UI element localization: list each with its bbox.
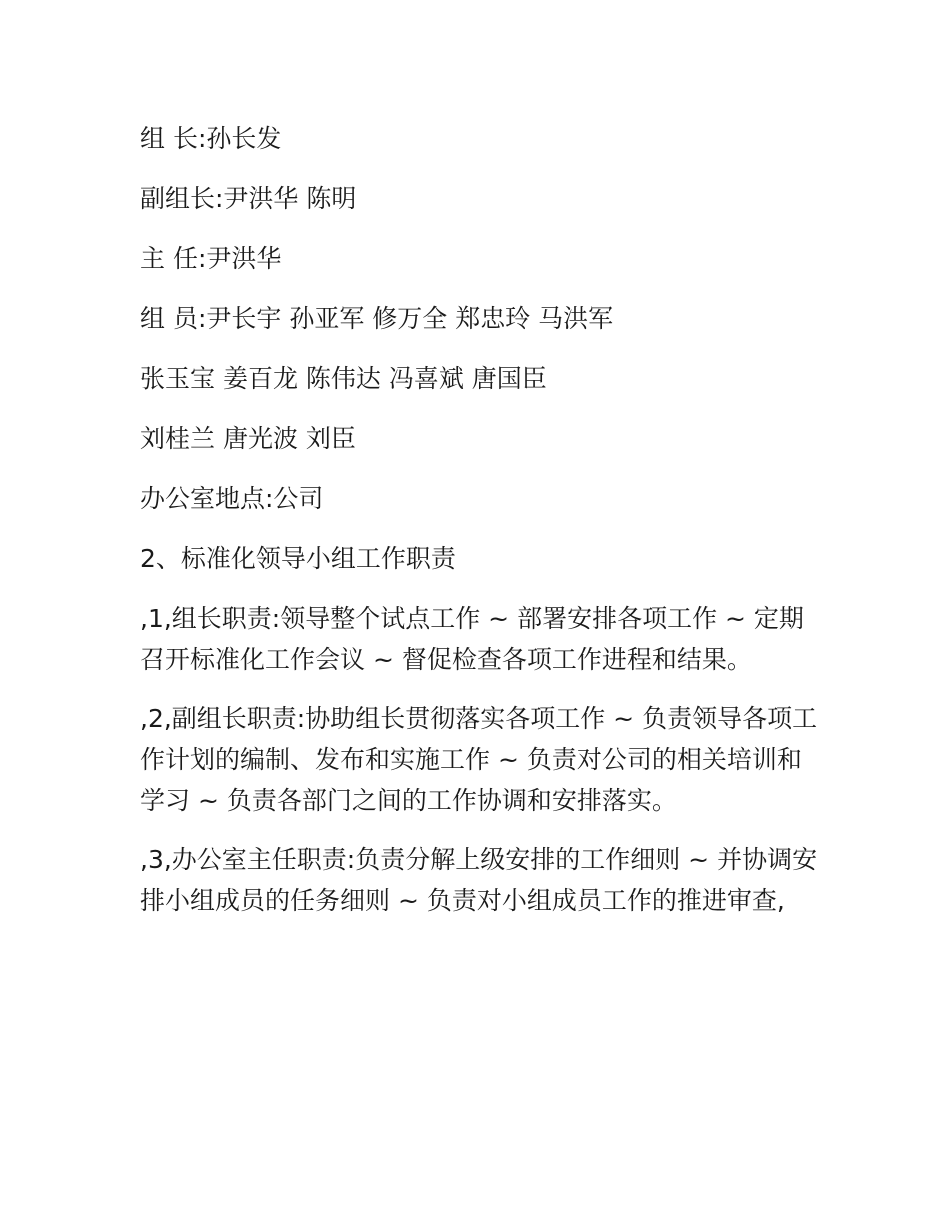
director-line: 主 任:尹洪华 <box>140 244 282 273</box>
document-body <box>140 118 820 939</box>
section-heading: 2、标准化领导小组工作职责 <box>140 544 456 573</box>
members-line-1: 组 员:尹长宇 孙亚军 修万全 郑忠玲 马洪军 <box>140 304 614 333</box>
members-line-2: 张玉宝 姜百龙 陈伟达 冯喜斌 唐国臣 <box>140 364 547 393</box>
group-leader-line: 组 长:孙长发 <box>140 124 282 153</box>
leader-duties-paragraph: ,1,组长职责:领导整个试点工作 ~ 部署安排各项工作 ~ 定期召开标准化工作会议 ~ 督促检查各项工作进程和结果。 <box>140 604 804 674</box>
members-line-3: 刘桂兰 唐光波 刘臣 <box>140 424 356 453</box>
office-location-line: 办公室地点:公司 <box>140 484 324 513</box>
deputy-duties-paragraph: ,2,副组长职责:协助组长贯彻落实各项工作 ~ 负责领导各项工作计划的编制、发布和实施工作 ~ 负责对公司的相关培训和学习 ~ 负责各部门之间的工作协调和安排落实。 <box>140 704 818 815</box>
deputy-leader-line: 副组长:尹洪华 陈明 <box>140 184 357 213</box>
office-director-duties-paragraph: ,3,办公室主任职责:负责分解上级安排的工作细则 ~ 并协调安排小组成员的任务细则 ~ 负责对小组成员工作的推进审查, <box>140 845 818 915</box>
